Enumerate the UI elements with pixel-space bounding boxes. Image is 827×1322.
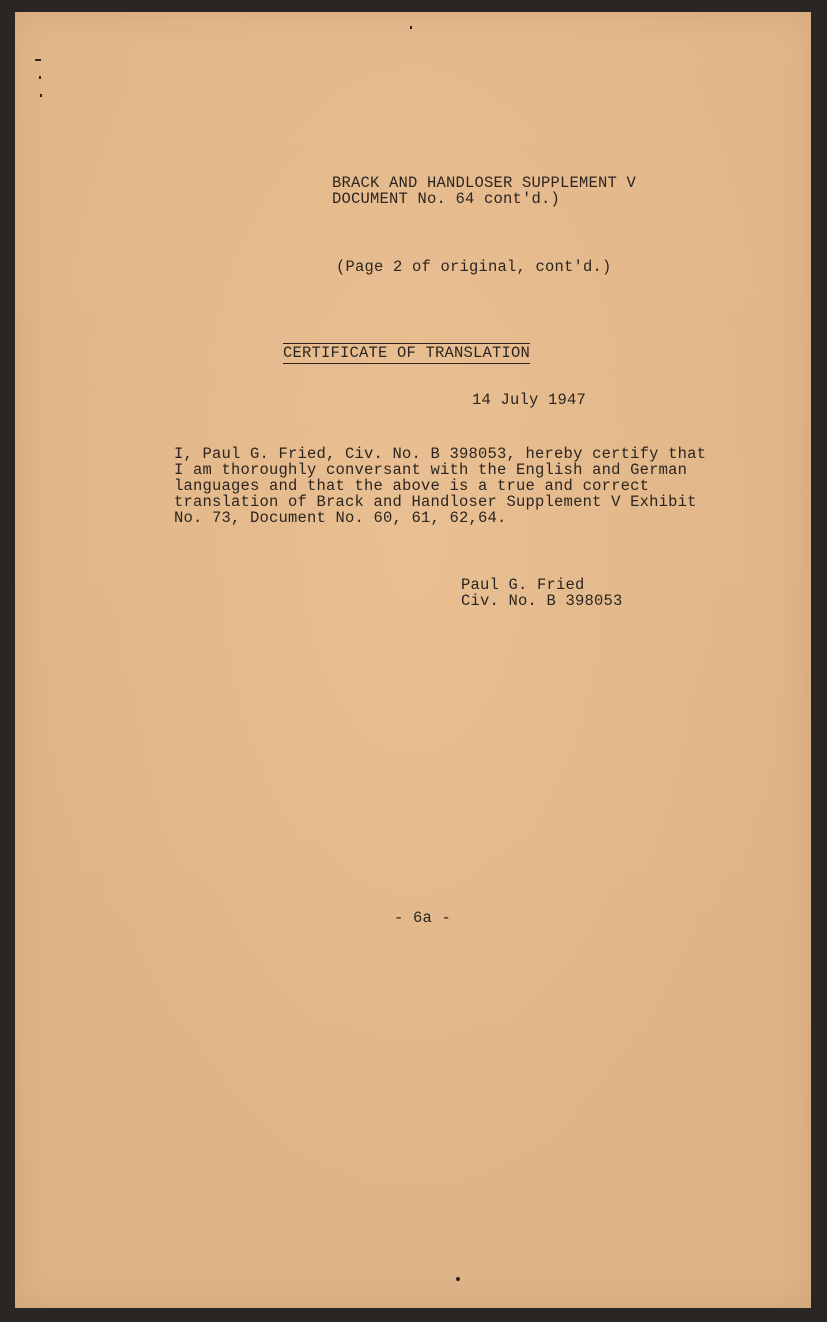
document-page	[15, 12, 811, 1308]
page-note: (Page 2 of original, cont'd.)	[336, 258, 612, 276]
ink-dot	[456, 1277, 460, 1281]
edge-mark	[410, 26, 412, 29]
signature-block: Paul G. Fried Civ. No. B 398053	[461, 576, 623, 610]
certificate-body: I, Paul G. Fried, Civ. No. B 398053, hereby certify that I am thoroughly conversant with the English and German languages and that the above is a true and correct translation of Brack and Handloser Supplement V Exhibit No. 73, Document No. 60, 61, 62,64.	[174, 445, 707, 527]
certificate-date: 14 July 1947	[472, 391, 587, 409]
page-number: - 6a -	[394, 909, 452, 927]
document-header: BRACK AND HANDLOSER SUPPLEMENT V DOCUMENT No. 64 cont'd.)	[332, 174, 637, 208]
edge-mark	[40, 94, 42, 97]
certificate-title: CERTIFICATE OF TRANSLATION	[283, 344, 531, 362]
edge-mark	[35, 59, 41, 61]
edge-mark	[39, 76, 41, 79]
